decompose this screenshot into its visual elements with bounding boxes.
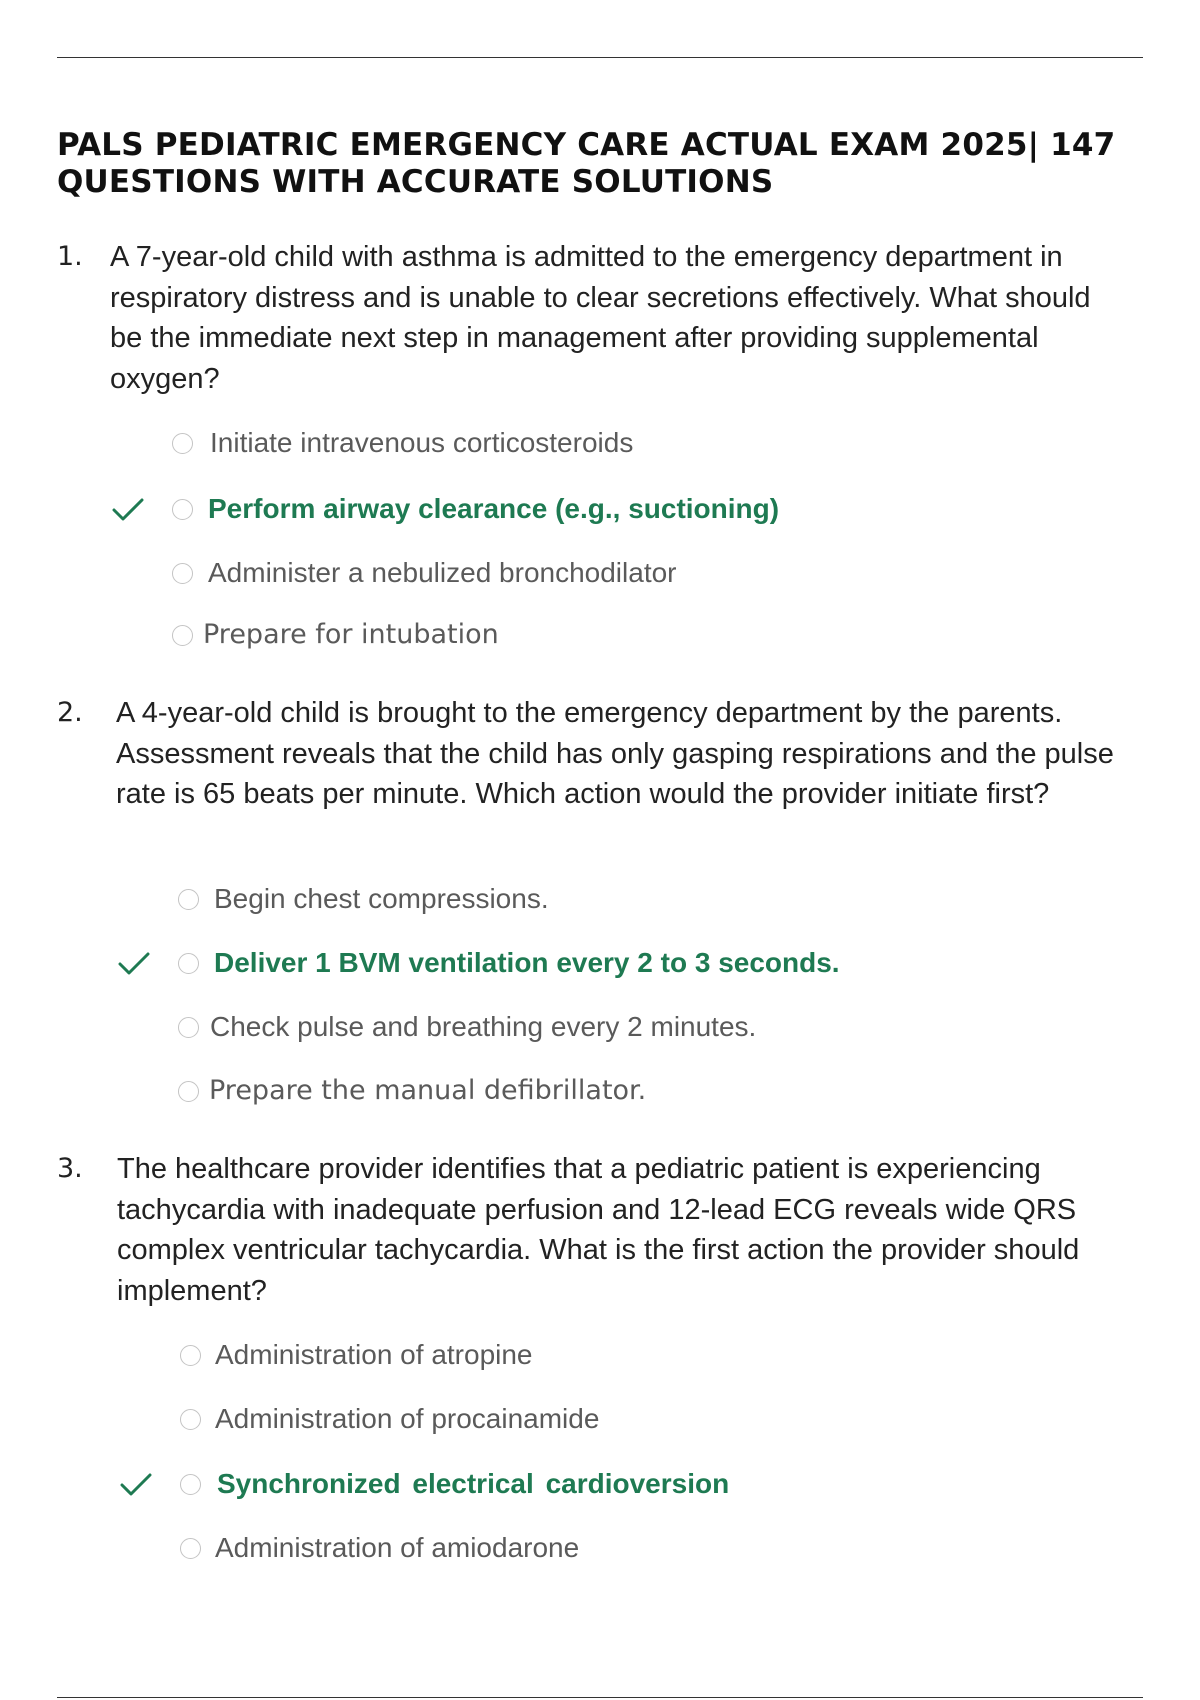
option-label: Administration of procainamide <box>215 1403 600 1434</box>
question-number: 1. <box>57 241 83 272</box>
answer-option[interactable] <box>57 1071 1057 1111</box>
question-2 <box>57 693 1147 1113</box>
question-3 <box>57 1149 1147 1569</box>
radio-button[interactable] <box>180 1345 201 1366</box>
option-label: Prepare the manual defibrillator. <box>209 1075 647 1106</box>
radio-button[interactable] <box>178 889 199 910</box>
option-label: Administration of atropine <box>215 1339 533 1370</box>
radio-button[interactable] <box>178 1017 199 1038</box>
checkmark-icon <box>117 949 151 979</box>
option-label: Check pulse and breathing every 2 minutes. <box>210 1011 757 1042</box>
radio-button[interactable] <box>180 1474 201 1495</box>
answer-option-correct[interactable] <box>57 1464 1057 1504</box>
document-title-line-2: QUESTIONS WITH ACCURATE SOLUTIONS <box>57 164 774 200</box>
answer-option[interactable] <box>57 423 1057 463</box>
question-text: A 4-year-old child is brought to the emergency department by the parents. Assessment reveals that the child has only gasping respirations and the pulse rate is 65 beats per minute. Which action would the provider initiate first? <box>116 697 1114 810</box>
answer-option[interactable] <box>57 1528 1057 1568</box>
radio-button[interactable] <box>180 1538 201 1559</box>
option-label: Administer a nebulized bronchodilator <box>208 557 677 588</box>
question-text: A 7-year-old child with asthma is admitted to the emergency department in respiratory distress and is unable to clear secretions effectively. What should be the immediate next step in management after providing supplemental oxygen? <box>110 241 1091 395</box>
option-label: Deliver 1 BVM ventilation every 2 to 3 seconds. <box>214 947 840 978</box>
question-number: 3. <box>57 1153 83 1184</box>
radio-button[interactable] <box>180 1409 201 1430</box>
question-number: 2. <box>57 697 83 728</box>
checkmark-icon <box>119 1470 153 1500</box>
answer-option[interactable] <box>57 879 1057 919</box>
option-label: Perform airway clearance (e.g., suctioning) <box>208 493 780 524</box>
radio-button[interactable] <box>178 1081 199 1102</box>
answer-option[interactable] <box>57 553 1057 593</box>
radio-button[interactable] <box>172 433 193 454</box>
checkmark-icon <box>111 495 145 525</box>
option-label: Prepare for intubation <box>203 619 499 650</box>
answer-option-correct[interactable] <box>57 943 1057 983</box>
question-text: The healthcare provider identifies that a pediatric patient is experiencing tachycardia with inadequate perfusion and 12-lead ECG reveals wide QRS complex ventricular tachycardia. What is the first action the provider should implement? <box>117 1153 1080 1307</box>
document-title <box>57 127 1167 201</box>
radio-button[interactable] <box>178 953 199 974</box>
bottom-divider <box>57 1697 1143 1698</box>
option-label: Begin chest compressions. <box>214 883 549 914</box>
option-label: Administration of amiodarone <box>215 1532 580 1563</box>
question-1 <box>57 237 1147 657</box>
answer-option[interactable] <box>57 1007 1057 1047</box>
top-divider <box>57 57 1143 58</box>
option-label: Synchronized electrical cardioversion <box>217 1468 730 1499</box>
answer-option[interactable] <box>57 1399 1057 1439</box>
answer-option[interactable] <box>57 615 1057 655</box>
option-label: Initiate intravenous corticosteroids <box>210 427 634 458</box>
radio-button[interactable] <box>172 625 193 646</box>
radio-button[interactable] <box>172 563 193 584</box>
document-title-line-1: PALS PEDIATRIC EMERGENCY CARE ACTUAL EXAM 2025| 147 <box>57 127 1116 163</box>
radio-button[interactable] <box>172 499 193 520</box>
answer-option-correct[interactable] <box>57 489 1057 529</box>
answer-option[interactable] <box>57 1335 1057 1375</box>
